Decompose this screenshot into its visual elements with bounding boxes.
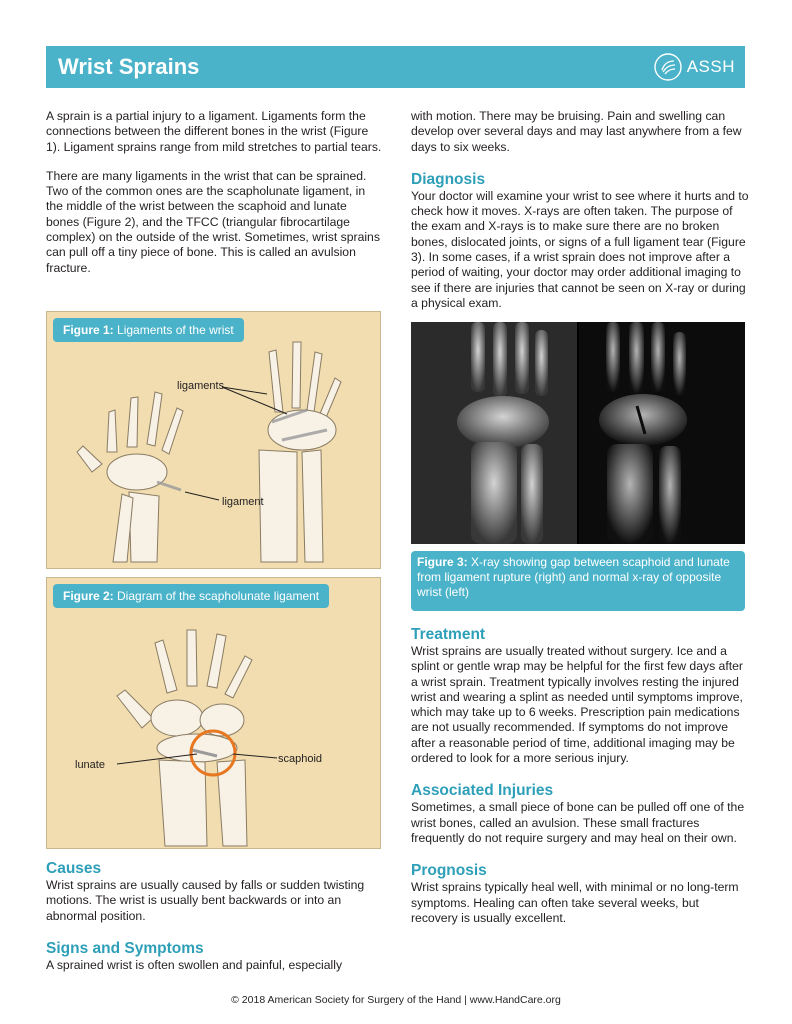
intro-paragraph-1: A sprain is a partial injury to a ligament. Ligaments form the connections between the different bones in the wrist (Figure 1). Ligament sprains range from mild stretches to partial tears. <box>46 109 382 154</box>
figure-1-caption <box>53 318 244 342</box>
prognosis-heading: Prognosis <box>411 862 487 880</box>
signs-heading: Signs and Symptoms <box>46 939 204 957</box>
figure-1-caption-text: Ligaments of the wrist <box>117 323 234 337</box>
causes-text: Wrist sprains are usually caused by falls or sudden twisting motions. The wrist is usually bent backwards or into an abnormal position. <box>46 878 365 923</box>
figure-2 <box>46 577 381 849</box>
right-column-top <box>411 109 749 325</box>
figure-3-caption <box>411 551 745 611</box>
hand-logo-icon <box>653 52 683 82</box>
figure-3-caption-text: X-ray showing gap between scaphoid and lunate from ligament rupture (right) and normal x-ray of opposite wrist (left) <box>417 555 730 599</box>
figure-3-xray-image <box>411 322 745 544</box>
causes-heading: Causes <box>46 860 102 877</box>
figure-2-illustration <box>47 578 380 848</box>
figure-1-label: Figure 1: <box>63 323 114 337</box>
intro-paragraph-2: There are many ligaments in the wrist that can be sprained. Two of the common ones are the scapholunate ligament, in the middle of the wrist between the scaphoid and lunate bones (Figure 2), and the TFCC (triangular fibrocartilage complex) on the outside of the wrist. Sometimes, wrist sprains can pull off a tiny piece of bone. This is called an avulsion fracture. <box>46 168 380 275</box>
label-scaphoid: scaphoid <box>278 753 323 765</box>
diagnosis-text: Your doctor will examine your wrist to see where it hurts and to check how it moves. X-rays are often taken. The purpose of the exam and X-rays is to make sure there are no broken bones, dislocated joints, or signs of a full ligament tear (Figure 3). In some cases, if a wrist sprain does not improve after a period of waiting, your doctor may order additional imaging to see if there are injuries that cannot be seen on X-ray or during a physical exam. <box>411 188 749 310</box>
diagnosis-heading: Diagnosis <box>411 170 486 188</box>
right-column-bottom <box>411 626 749 940</box>
page-footer: © 2018 American Society for Surgery of the Hand | www.HandCare.org <box>231 994 561 1006</box>
figure-2-caption <box>53 584 329 608</box>
treatment-text: Wrist sprains are usually treated without surgery. Ice and a splint or gentle wrap may be helpful for the first few days after a wrist sprain. Treatment typically involves resting the injured wrist and wearing a splint as needed until symptoms improve, which may take up to 6 weeks. Prescription pain medications are not usually recommended. If symptoms do not improve after a reasonable period of time, additional imaging may be ordered to look for a more serious injury. <box>411 644 743 766</box>
page-header <box>46 46 745 88</box>
associated-injuries-text: Sometimes, a small piece of bone can be pulled off one of the wrist bones, called an avulsion. These small fractures frequently do not require surgery and may heal on their own. <box>411 800 745 845</box>
label-ligament: ligament <box>222 496 264 508</box>
page-title: Wrist Sprains <box>58 54 200 79</box>
associated-injuries-heading: Associated Injuries <box>411 782 554 800</box>
label-ligaments: ligaments <box>177 380 225 392</box>
signs-text: A sprained wrist is often swollen and painful, especially <box>46 957 343 972</box>
logo-text: ASSH <box>686 57 735 76</box>
treatment-heading: Treatment <box>411 626 486 643</box>
figure-2-label: Figure 2: <box>63 589 114 603</box>
label-lunate: lunate <box>75 759 105 771</box>
signs-continued-text: with motion. There may be bruising. Pain and swelling can develop over several days and may last anywhere from a few days to six weeks. <box>411 109 742 154</box>
figure-1-illustration <box>47 312 380 568</box>
assh-logo <box>653 52 735 82</box>
prognosis-text: Wrist sprains typically heal well, with minimal or no long-term symptoms. Healing can often take several weeks, but recovery is usually excellent. <box>411 880 739 925</box>
figure-1 <box>46 311 381 569</box>
left-column-intro <box>46 109 382 290</box>
figure-3-label: Figure 3: <box>417 555 468 569</box>
left-column-bottom <box>46 860 382 987</box>
figure-2-caption-text: Diagram of the scapholunate ligament <box>117 589 320 603</box>
